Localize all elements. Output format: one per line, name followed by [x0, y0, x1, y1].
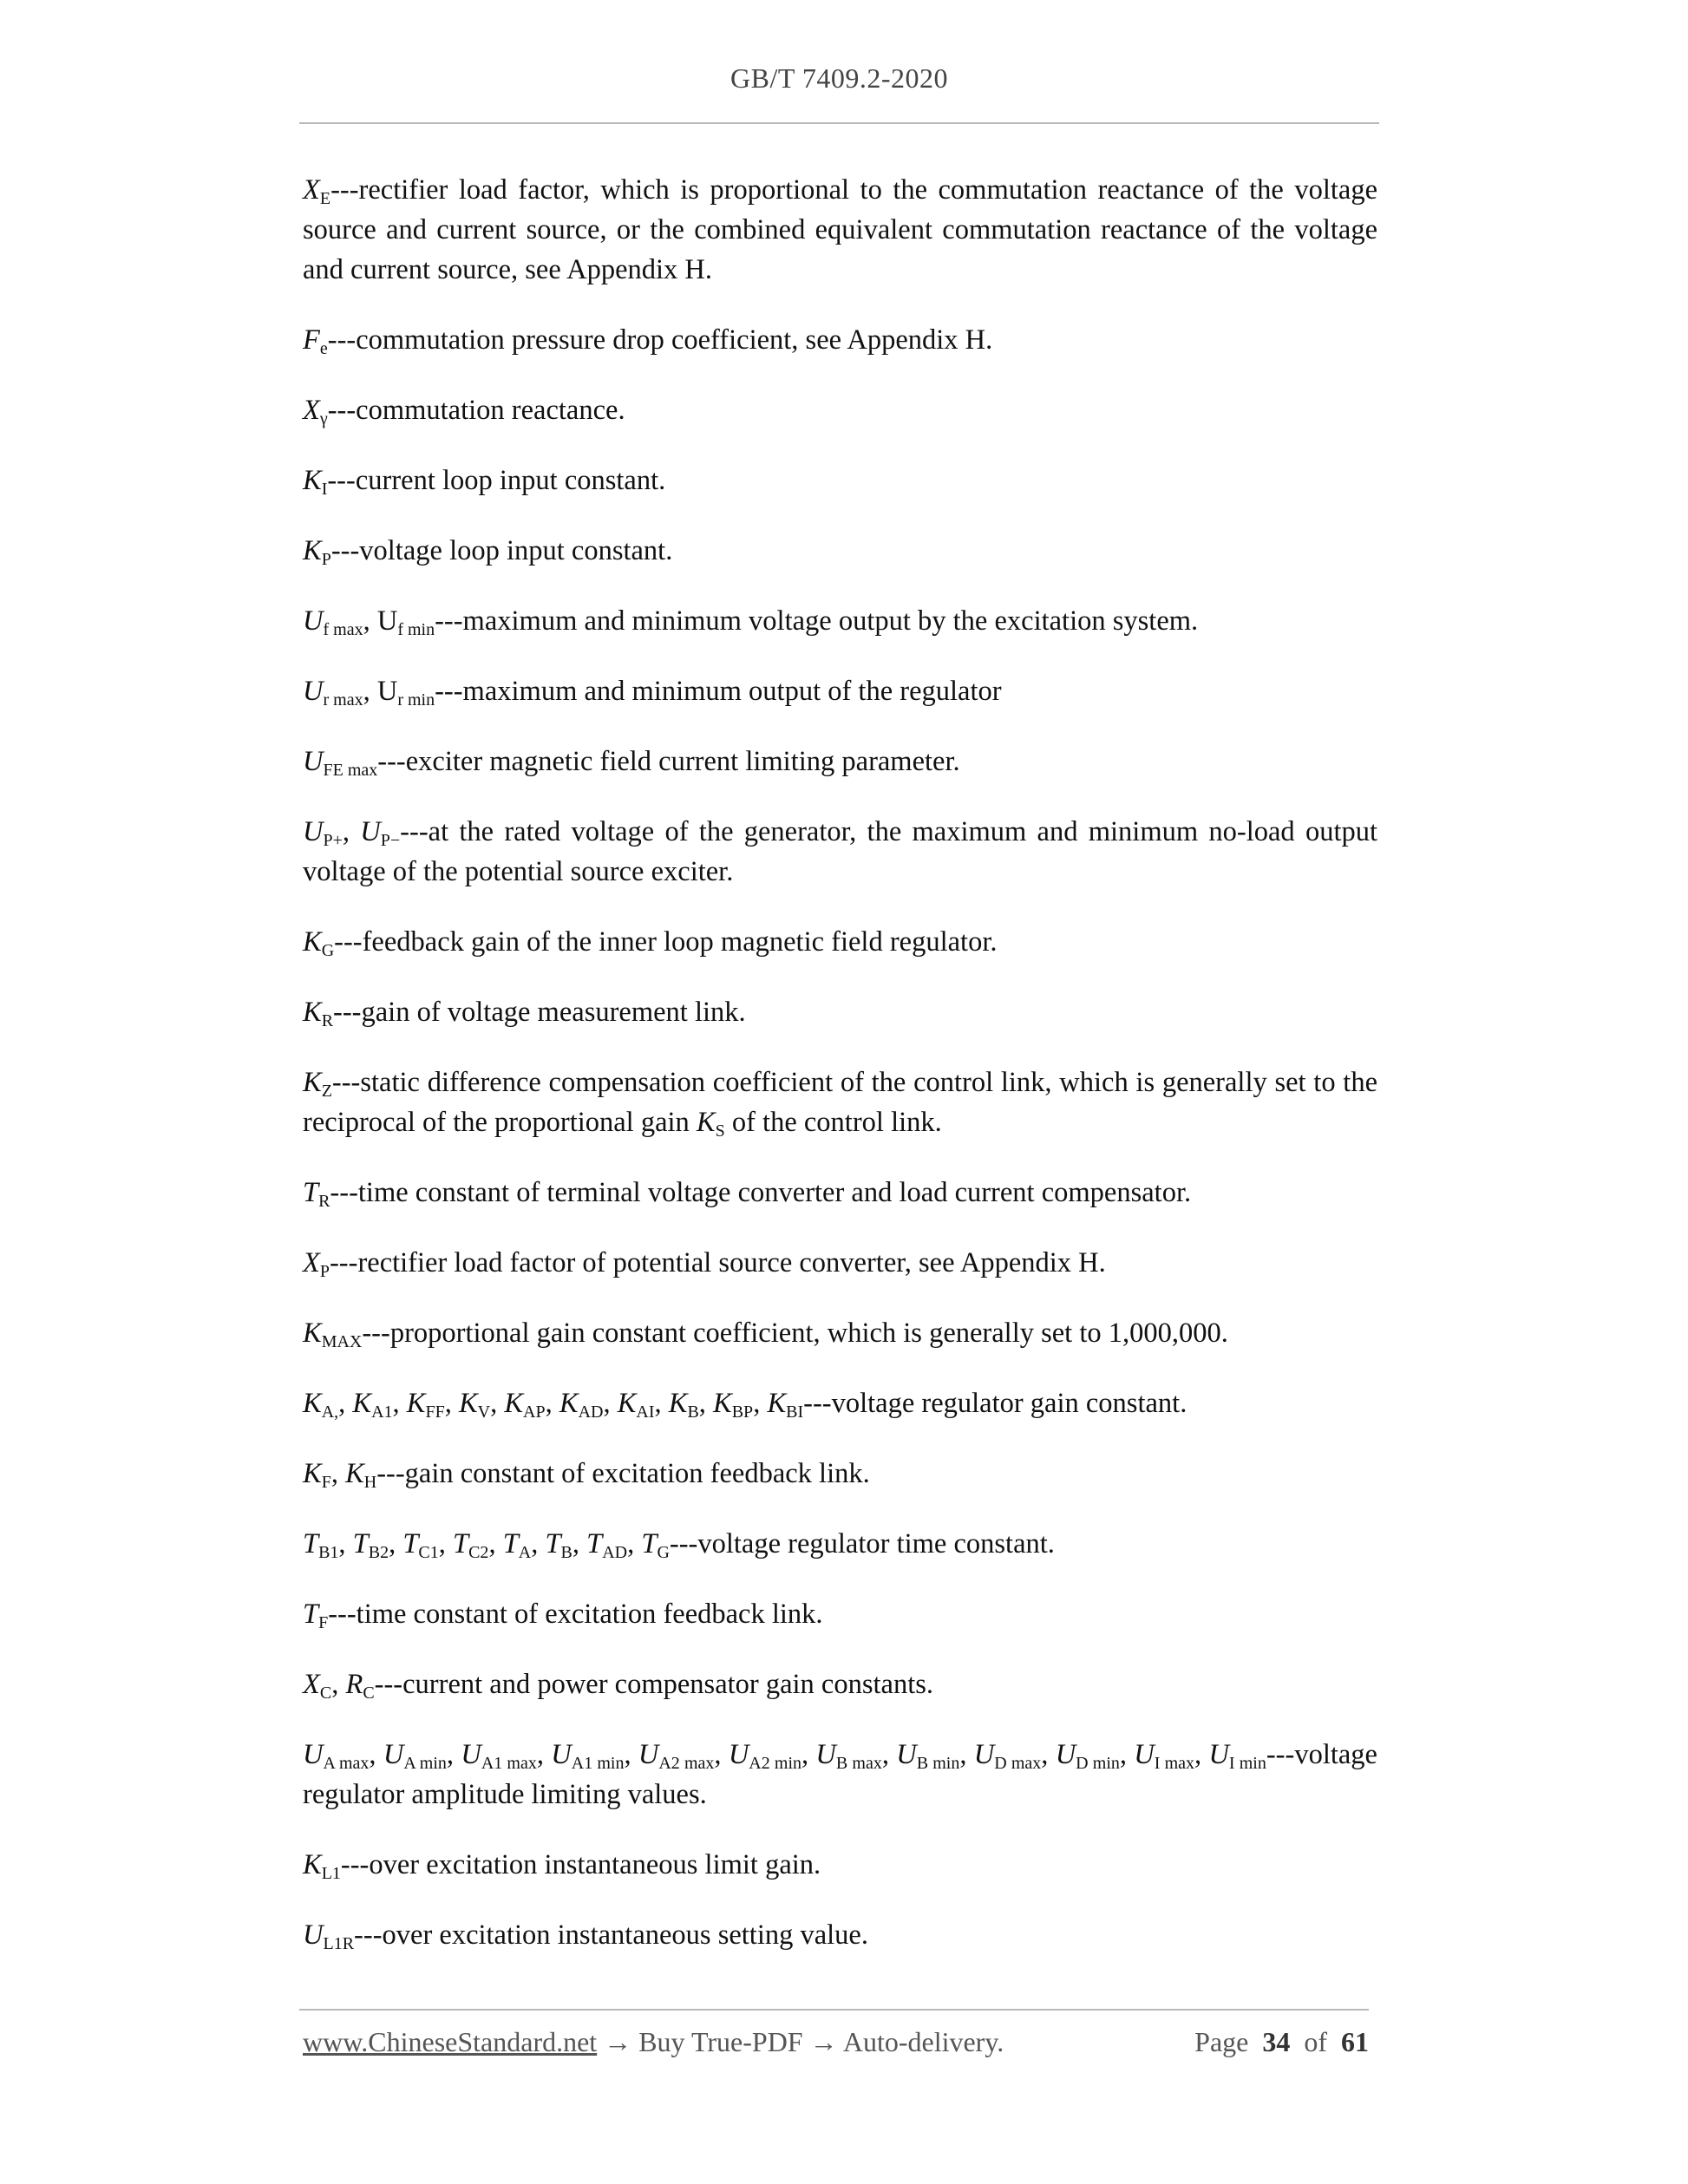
definition-tf: $T_F--$-time constant of excitation feedback link. [303, 1599, 823, 1632]
document-header: GB/T 7409.2-2020 [730, 62, 948, 94]
definition-kr: $K_R--$-gain of voltage measurement link. [303, 997, 746, 1030]
definition-uf: $U_{f max}$, $U_{f min}--$-maximum and minimum voltage output by the excitation system. [303, 605, 1199, 639]
website-link[interactable]: www.ChineseStandard.net [303, 2026, 598, 2057]
header-divider [299, 122, 1379, 124]
arrow-icon: → [809, 2026, 838, 2057]
definition-tb-group: $T_{B1}$, $T_{B2}$, $T_{C1}$, $T_{C2}$, $T_A$, $T_B$, $T_{AD}$, $T_G--$-voltage regulator time constant. [303, 1528, 1055, 1562]
total-pages: 61 [1341, 2026, 1369, 2057]
definition-tr: $T_R--$-time constant of terminal voltage converter and load current compensator. [303, 1177, 1192, 1211]
definition-kmax: $K_{MAX}--$-proportional gain constant coefficient, which is generally set to 1,000,000. [303, 1318, 1228, 1351]
footer-left [303, 2026, 1004, 2058]
document-body [303, 170, 1377, 1985]
definition-kl1: $K_{L1}--$-over excitation instantaneous limit gain. [303, 1849, 821, 1883]
auto-delivery-text: Auto-delivery. [842, 2026, 1004, 2057]
definition-ki: $K_I--$-current loop input constant. [303, 465, 666, 499]
current-page: 34 [1262, 2026, 1291, 2057]
definition-fe: $F_e--$-commutation pressure drop coefficient, see Appendix H. [303, 324, 993, 358]
definition-ufe: $U_{FE max}--$-exciter magnetic field current limiting parameter. [303, 746, 960, 780]
footer-divider [299, 2009, 1369, 2011]
definition-up: $U_{P+}$, $U_{P-}---at$ the rated voltage of the generator, the maximum and minimum no-load output voltage of the potential source exciter. [303, 816, 1377, 887]
definition-xc-group: $X_C$, $R_C--$-current and power compensator gain constants. [303, 1669, 934, 1703]
page-footer [303, 2026, 1369, 2058]
page-number: Page 34 of 61 [1194, 2026, 1369, 2057]
definition-xe: $X_E--$-rectifier load factor, which is proportional to the commutation reactance of the voltage source and current source, or the combined equivalent commutation reactance of the voltage and current source, see Appendix H. [303, 174, 1377, 285]
definition-ka-group: $K_{A,}$, $K_{A1}$, $K_{FF}$, $K_V$, $K_{AP}$, $K_{AD}$, $K_{AI}$, $K_B$, $K_{BP}$, $K_{BI}--$-voltage regulator gain constant. [303, 1388, 1187, 1422]
definition-kf-group: $K_F$, $K_H--$-gain constant of excitation feedback link. [303, 1458, 870, 1492]
definition-kz: $K_Z--$-static difference compensation coefficient of the control link, which is generally set to the reciprocal of the proportional gain $K_S$ of the control link. [303, 1067, 1377, 1141]
definition-kg: $K_G--$-feedback gain of the inner loop magnetic field regulator. [303, 926, 998, 960]
definition-xp: $X_P--$-rectifier load factor of potential source converter, see Appendix H. [303, 1247, 1106, 1281]
definition-kp: $K_P--$-voltage loop input constant. [303, 535, 673, 569]
buy-text: Buy True-PDF [638, 2026, 803, 2057]
arrow-icon: → [604, 2026, 632, 2057]
definition-ul1r: $U_{L1R}--$-over excitation instantaneous setting value. [303, 1919, 868, 1953]
definition-ur: $U_{r max}$, $U_{r min}--$-maximum and minimum output of the regulator [303, 676, 1002, 709]
definition-xgamma: $X_\gamma--$-commutation reactance. [303, 395, 625, 428]
definition-ua-group: $U_{A max}$, $U_{A min}$, $U_{A1 max}$, $U_{A1 min}$, $U_{A2 max}$, $U_{A2 min}$, $U_{B max}$, $U_{B min}$, $U_{D max}$, $U_{D min}$, $U_{I max}$, $U_{I min}--$-voltage regulator amplitude limiting values. [303, 1739, 1377, 1810]
